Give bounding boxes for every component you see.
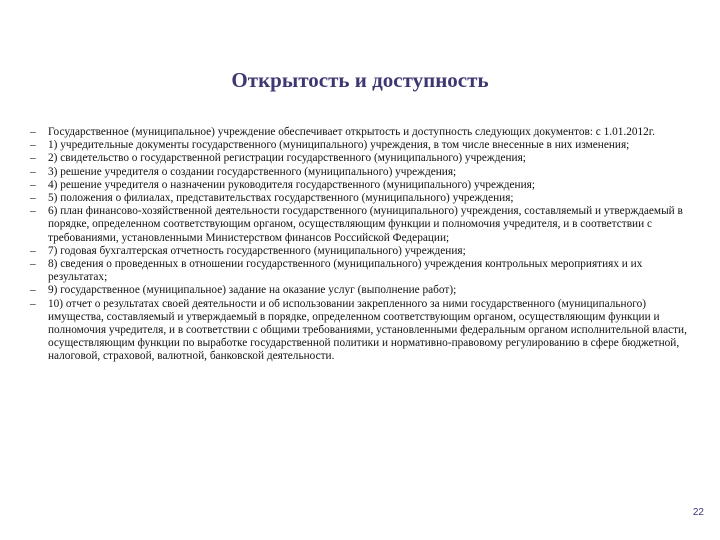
list-item [30,205,692,245]
dash-icon: – [30,284,36,297]
list-item-text: 8) сведения о проведенных в отношении государственного (муниципального) учреждения контрольных мероприятиях и их результатах; [48,258,643,284]
dash-icon: – [30,258,36,271]
dash-icon: – [30,139,36,152]
list-item-text: Государственное (муниципальное) учреждение обеспечивает открытость и доступность следующих документов: с 1.01.2012г. [48,126,655,138]
list-item [30,258,692,284]
list-item-text: 1) учредительные документы государственного (муниципального) учреждения, в том числе внесенные в них изменения; [48,139,630,152]
list-item-text: 3) решение учредителя о создании государственного (муниципального) учреждения; [48,165,457,178]
list-item-text: 2) свидетельство о государственной регистрации государственного (муниципального) учреждения; [48,152,526,165]
list-item [30,139,692,152]
page-number: 22 [692,507,704,518]
list-item [30,245,692,258]
list-item [30,152,692,165]
dash-icon: – [30,297,36,310]
dash-icon: – [30,205,36,218]
list-item [30,179,692,192]
slide-title: Открытость и доступность [231,68,489,92]
list-item [30,192,692,205]
list-item-text: 6) план финансово-хозяйственной деятельности государственного (муниципального) учреждения, составляемый и утверждаемый в порядке, определенном соответствующим органом, осуществляющим функции и полномочия учредителя, и в соответствии с требованиями, установленными Министерством финансов Российской Федерации; [48,205,683,244]
dash-icon: – [30,152,36,165]
list-item-text: 4) решение учредителя о назначении руководителя государственного (муниципального) учреждения; [48,178,535,191]
bullet-list [30,126,692,364]
list-item-text: 7) годовая бухгалтерская отчетность государственного (муниципального) учреждения; [48,244,466,257]
list-item-text: 10) отчет о результатах своей деятельности и об использовании закрепленного за ними государственного (муниципального) имущества, составляемый и утверждаемый в порядке, определенном соответствующим органом, осуществляющим функции и полномочия учредителя, и в соответствии с общими требованиями, установленными федеральным органом исполнительной власти, осуществляющим функции по выработке государственной политики и нормативно-правовому регулированию в сфере бюджетной, налоговой, страховой, валютной, банковской деятельности. [48,297,687,363]
list-item [30,298,692,364]
list-item [30,126,692,139]
dash-icon: – [30,126,36,138]
dash-icon: – [30,165,36,178]
list-item [30,284,692,297]
list-item-text: 5) положения о филиалах, представительствах государственного (муниципального) учреждения; [48,192,514,205]
dash-icon: – [30,244,36,257]
list-item [30,166,692,179]
dash-icon: – [30,178,36,191]
list-item-text: 9) государственное (муниципальное) задание на оказание услуг (выполнение работ); [48,284,457,297]
dash-icon: – [30,192,36,205]
